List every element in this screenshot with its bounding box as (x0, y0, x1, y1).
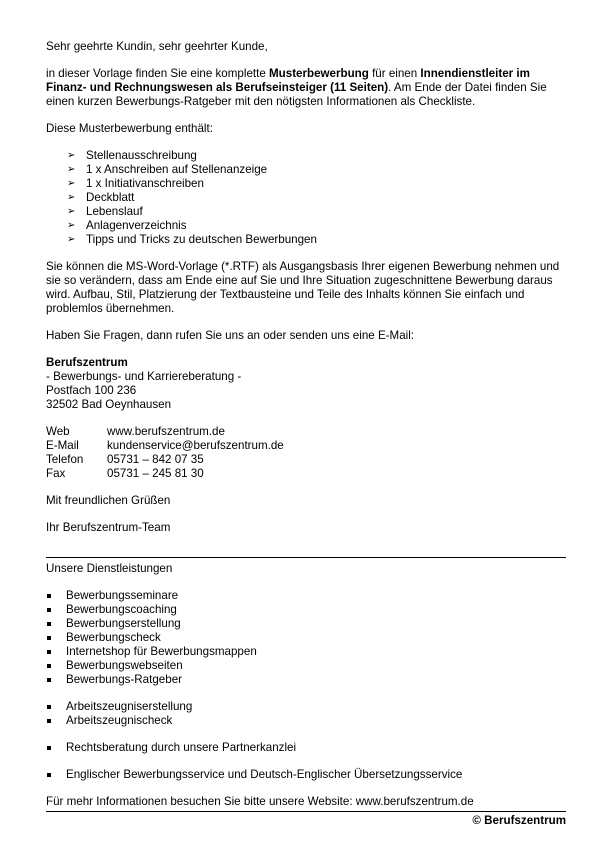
questions-paragraph: Haben Sie Fragen, dann rufen Sie uns an oder senden uns eine E-Mail: (46, 329, 415, 342)
square-bullet-icon (47, 594, 51, 598)
square-bullet-icon (47, 719, 51, 723)
copyright: © Berufszentrum (472, 814, 566, 827)
square-bullet-icon (47, 636, 51, 640)
list-item-label: Tipps und Tricks zu deutschen Bewerbungen (86, 233, 317, 246)
list-item (46, 645, 566, 659)
usage-paragraph: Sie können die MS-Word-Vorlage (*.RTF) als Ausgangsbasis Ihrer eigenen Bewerbung nehmen und sie so verändern, dass am Ende eine auf Sie und Ihre Situation zugeschnittene Bewerbung daraus wird. Aufbau, Stil, Platzierung der Textbausteine und Teile des Inhalts können Sie einfach und problemlos übernehmen. (46, 260, 560, 315)
list-item (46, 673, 566, 687)
address-line-1: Postfach 100 236 (46, 384, 137, 397)
contents-list (46, 149, 566, 247)
services-list-4 (46, 768, 566, 782)
list-item (46, 205, 566, 219)
list-item (46, 714, 566, 728)
list-item (46, 163, 566, 177)
list-item (46, 659, 566, 673)
list-item-label: Bewerbungserstellung (66, 617, 181, 630)
list-item-label: 1 x Initiativanschreiben (86, 177, 204, 190)
list-item-label: Bewerbungs-Ratgeber (66, 673, 183, 686)
list-item (46, 219, 566, 233)
list-item-label: 1 x Anschreiben auf Stellenanzeige (86, 163, 268, 176)
intro-text-2: für einen (368, 67, 421, 80)
list-item (46, 617, 566, 631)
arrow-bullet-icon: ➢ (67, 192, 76, 203)
intro-bold-1: Musterbewerbung (269, 67, 369, 80)
square-bullet-icon (47, 773, 51, 777)
services-heading: Unsere Dienstleistungen (46, 562, 173, 575)
square-bullet-icon (47, 622, 51, 626)
contact-label: Web (46, 425, 70, 438)
services-list-1 (46, 589, 566, 687)
closing: Mit freundlichen Grüßen (46, 494, 171, 507)
intro-text-3: . Am Ende der Datei finden Sie einen kurzen Bewerbungs-Ratgeber mit den nötigsten Informationen als Checkliste. (46, 81, 547, 108)
intro-text-1: in dieser Vorlage finden Sie eine komplette (46, 67, 269, 80)
square-bullet-icon (47, 664, 51, 668)
list-item (46, 603, 566, 617)
intro-paragraph (46, 67, 566, 109)
intro-bold-2: Innendienstleiter im Finanz- und Rechnungswesen als Berufseinsteiger (11 Seiten) (46, 67, 530, 94)
table-row (46, 439, 284, 453)
list-item-label: Internetshop für Bewerbungsmappen (66, 645, 257, 658)
list-item (46, 589, 566, 603)
arrow-bullet-icon: ➢ (67, 220, 76, 231)
website-note: Für mehr Informationen besuchen Sie bitte unsere Website: www.berufszentrum.de (46, 795, 474, 808)
contact-value: www.berufszentrum.de (107, 425, 225, 438)
list-item-label: Bewerbungscheck (66, 631, 161, 644)
list-item (46, 700, 566, 714)
list-item (46, 631, 566, 645)
list-item (46, 149, 566, 163)
arrow-bullet-icon: ➢ (67, 206, 76, 217)
list-item (46, 177, 566, 191)
list-item (46, 233, 566, 247)
greeting: Sehr geehrte Kundin, sehr geehrter Kunde, (46, 40, 268, 53)
contact-label: Fax (46, 467, 66, 480)
company-subtitle: - Bewerbungs- und Karriereberatung - (46, 370, 242, 383)
contact-label: Telefon (46, 453, 84, 466)
list-item-label: Bewerbungsseminare (66, 589, 179, 602)
contact-value: 05731 – 842 07 35 (107, 453, 204, 466)
company-name: Berufszentrum (46, 356, 128, 369)
address-line-2: 32502 Bad Oeynhausen (46, 398, 172, 411)
arrow-bullet-icon: ➢ (67, 178, 76, 189)
square-bullet-icon (47, 650, 51, 654)
divider (46, 557, 566, 558)
divider (46, 811, 566, 812)
arrow-bullet-icon: ➢ (67, 150, 76, 161)
square-bullet-icon (47, 678, 51, 682)
contact-table (46, 425, 284, 481)
table-row (46, 453, 284, 467)
square-bullet-icon (47, 705, 51, 709)
list-item-label: Bewerbungscoaching (66, 603, 177, 616)
arrow-bullet-icon: ➢ (67, 234, 76, 245)
list-item-label: Arbeitszeugnischeck (66, 714, 173, 727)
company-address (46, 356, 566, 412)
list-item (46, 768, 566, 782)
table-row (46, 425, 284, 439)
list-item-label: Bewerbungswebseiten (66, 659, 183, 672)
square-bullet-icon (47, 608, 51, 612)
contents-heading: Diese Musterbewerbung enthält: (46, 122, 213, 135)
arrow-bullet-icon: ➢ (67, 164, 76, 175)
list-item-label: Rechtsberatung durch unsere Partnerkanzlei (66, 741, 297, 754)
list-item-label: Englischer Bewerbungsservice und Deutsch-Englischer Übersetzungsservice (66, 768, 463, 781)
square-bullet-icon (47, 746, 51, 750)
list-item (46, 741, 566, 755)
list-item (46, 191, 566, 205)
document-page (46, 40, 566, 828)
contact-value: kundenservice@berufszentrum.de (107, 439, 284, 452)
list-item-label: Arbeitszeugniserstellung (66, 700, 193, 713)
contact-label: E-Mail (46, 439, 79, 452)
list-item-label: Deckblatt (86, 191, 135, 204)
list-item-label: Lebenslauf (86, 205, 143, 218)
contact-value: 05731 – 245 81 30 (107, 467, 204, 480)
services-list-3 (46, 741, 566, 755)
table-row (46, 467, 284, 481)
list-item-label: Stellenausschreibung (86, 149, 197, 162)
services-list-2 (46, 700, 566, 728)
list-item-label: Anlagenverzeichnis (86, 219, 187, 232)
signature-team: Ihr Berufszentrum-Team (46, 521, 171, 534)
